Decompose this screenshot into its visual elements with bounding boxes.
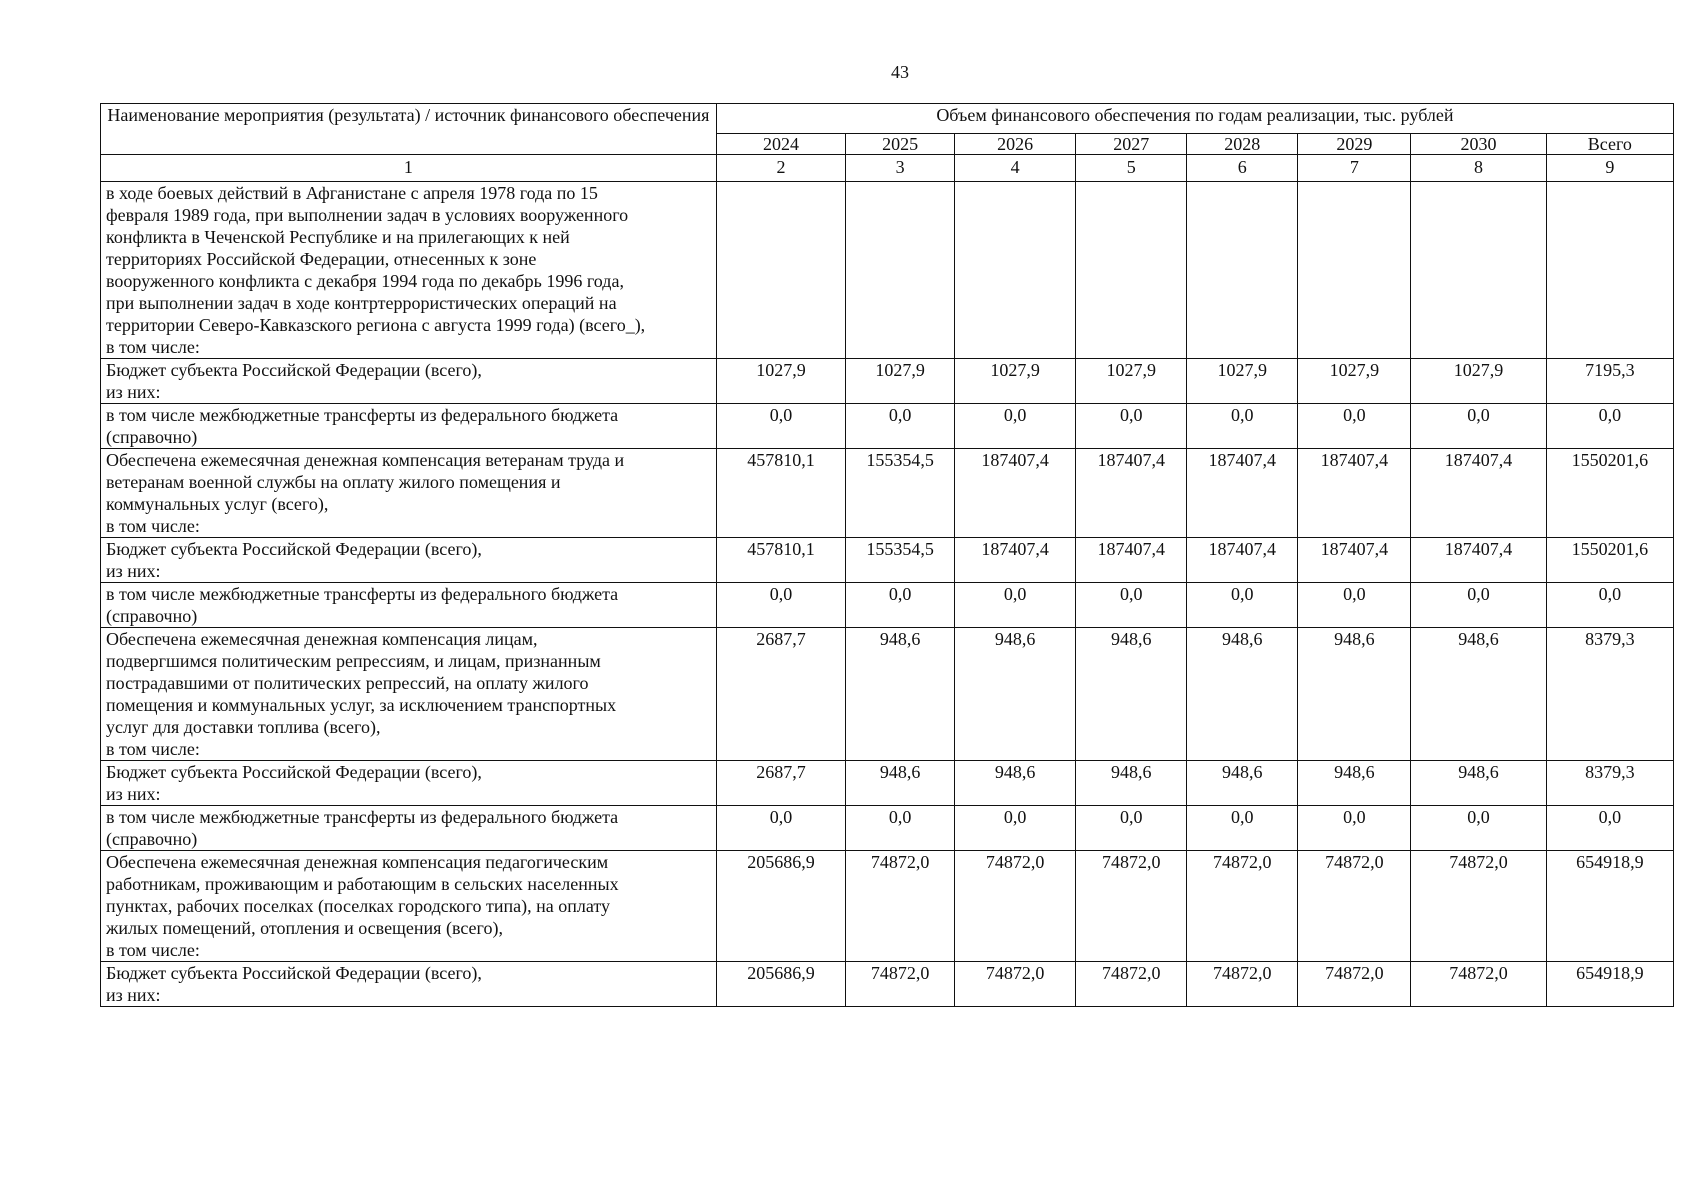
row-name-line: Бюджет субъекта Российской Федерации (всего), <box>106 539 482 559</box>
row-name-line: (справочно) <box>106 427 198 447</box>
column-number: 3 <box>846 155 955 182</box>
table-row <box>101 182 1674 359</box>
row-name-line: пунктах, рабочих поселках (поселках городского типа), на оплату <box>106 896 610 916</box>
row-value-cell: 74872,0 <box>1411 851 1546 962</box>
row-name-line: подвергшимся политическим репрессиям, и лицам, признанным <box>106 651 601 671</box>
row-name-line: коммунальных услуг (всего), <box>106 494 329 514</box>
row-name-cell <box>101 962 717 1007</box>
row-value-cell: 187407,4 <box>1298 538 1411 583</box>
column-numbers-row <box>101 155 1674 182</box>
table-row <box>101 404 1674 449</box>
row-name-cell <box>101 761 717 806</box>
row-name-line: Бюджет субъекта Российской Федерации (всего), <box>106 963 482 983</box>
header-total: Всего <box>1546 134 1673 155</box>
table-row <box>101 538 1674 583</box>
column-number: 9 <box>1546 155 1673 182</box>
row-value-cell: 0,0 <box>1187 806 1298 851</box>
row-total-cell: 8379,3 <box>1546 628 1673 761</box>
row-value-cell: 74872,0 <box>1076 851 1187 962</box>
row-value-cell: 0,0 <box>1411 583 1546 628</box>
row-name-line: территориях Российской Федерации, отнесенных к зоне <box>106 249 537 269</box>
row-name-line: Обеспечена ежемесячная денежная компенсация педагогическим <box>106 852 609 872</box>
row-name-line: в том числе: <box>106 337 200 357</box>
row-name-line: помещения и коммунальных услуг, за исключением транспортных <box>106 695 617 715</box>
row-name-line: (справочно) <box>106 606 198 626</box>
row-total-cell: 1550201,6 <box>1546 449 1673 538</box>
table-body <box>101 182 1674 1007</box>
table-row <box>101 449 1674 538</box>
row-value-cell: 948,6 <box>1076 628 1187 761</box>
header-year: 2024 <box>716 134 845 155</box>
row-value-cell: 948,6 <box>1298 628 1411 761</box>
row-value-cell: 1027,9 <box>1411 359 1546 404</box>
header-volume-column: Объем финансового обеспечения по годам реализации, тыс. рублей <box>716 104 1673 134</box>
row-name-cell <box>101 583 717 628</box>
row-name-cell <box>101 182 717 359</box>
row-name-line: жилых помещений, отопления и освещения (всего), <box>106 918 503 938</box>
row-value-cell: 187407,4 <box>955 449 1076 538</box>
header-year: 2029 <box>1298 134 1411 155</box>
row-value-cell: 948,6 <box>1187 761 1298 806</box>
row-value-cell: 1027,9 <box>1076 359 1187 404</box>
row-total-cell: 654918,9 <box>1546 962 1673 1007</box>
row-value-cell: 0,0 <box>716 404 845 449</box>
row-value-cell: 0,0 <box>1076 806 1187 851</box>
row-value-cell: 0,0 <box>1187 583 1298 628</box>
row-value-cell: 155354,5 <box>846 538 955 583</box>
row-name-line: из них: <box>106 382 161 402</box>
row-value-cell: 0,0 <box>955 404 1076 449</box>
row-name-line: при выполнении задач в ходе контртеррористических операций на <box>106 293 617 313</box>
row-total-cell: 8379,3 <box>1546 761 1673 806</box>
row-value-cell: 74872,0 <box>846 851 955 962</box>
row-value-cell <box>1076 182 1187 359</box>
row-name-line: пострадавшими от политических репрессий, на оплату жилого <box>106 673 589 693</box>
row-name-line: ветеранам военной службы на оплату жилого помещения и <box>106 472 561 492</box>
row-value-cell: 74872,0 <box>1298 851 1411 962</box>
row-name-cell <box>101 404 717 449</box>
row-name-cell <box>101 851 717 962</box>
row-value-cell: 0,0 <box>846 806 955 851</box>
row-name-cell <box>101 806 717 851</box>
row-total-cell: 0,0 <box>1546 404 1673 449</box>
table-row <box>101 761 1674 806</box>
row-value-cell: 948,6 <box>955 761 1076 806</box>
row-value-cell: 74872,0 <box>955 851 1076 962</box>
row-value-cell: 0,0 <box>1298 583 1411 628</box>
row-name-cell <box>101 538 717 583</box>
row-value-cell: 74872,0 <box>1187 851 1298 962</box>
row-name-line: (справочно) <box>106 829 198 849</box>
row-value-cell: 0,0 <box>1411 806 1546 851</box>
table-row <box>101 962 1674 1007</box>
row-value-cell: 0,0 <box>1298 404 1411 449</box>
row-value-cell: 948,6 <box>1076 761 1187 806</box>
row-name-line: Обеспечена ежемесячная денежная компенсация ветеранам труда и <box>106 450 625 470</box>
row-name-line: февраля 1989 года, при выполнении задач в условиях вооруженного <box>106 205 629 225</box>
row-name-line: в том числе: <box>106 739 200 759</box>
row-value-cell <box>955 182 1076 359</box>
table-row <box>101 806 1674 851</box>
row-value-cell <box>716 182 845 359</box>
row-total-cell: 1550201,6 <box>1546 538 1673 583</box>
row-name-line: в том числе: <box>106 940 200 960</box>
row-name-line: вооруженного конфликта с декабря 1994 года по декабрь 1996 года, <box>106 271 624 291</box>
row-value-cell: 74872,0 <box>1076 962 1187 1007</box>
row-name-line: из них: <box>106 985 161 1005</box>
row-value-cell: 187407,4 <box>1187 538 1298 583</box>
row-value-cell: 948,6 <box>846 628 955 761</box>
column-number: 2 <box>716 155 845 182</box>
row-name-line: работникам, проживающим и работающим в сельских населенных <box>106 874 619 894</box>
row-value-cell <box>846 182 955 359</box>
row-value-cell: 187407,4 <box>1076 538 1187 583</box>
row-value-cell: 0,0 <box>846 583 955 628</box>
row-total-cell: 0,0 <box>1546 806 1673 851</box>
row-name-line: в том числе межбюджетные трансферты из федерального бюджета <box>106 405 619 425</box>
row-name-line: в том числе межбюджетные трансферты из федерального бюджета <box>106 584 619 604</box>
row-value-cell: 187407,4 <box>1076 449 1187 538</box>
row-value-cell: 0,0 <box>1187 404 1298 449</box>
row-value-cell: 1027,9 <box>955 359 1076 404</box>
row-value-cell: 187407,4 <box>1298 449 1411 538</box>
row-value-cell: 0,0 <box>716 583 845 628</box>
table-row <box>101 359 1674 404</box>
header-year: 2027 <box>1076 134 1187 155</box>
row-name-cell <box>101 628 717 761</box>
row-value-cell: 187407,4 <box>955 538 1076 583</box>
header-year: 2025 <box>846 134 955 155</box>
row-value-cell: 457810,1 <box>716 449 845 538</box>
row-value-cell: 74872,0 <box>955 962 1076 1007</box>
column-number: 7 <box>1298 155 1411 182</box>
row-value-cell: 948,6 <box>1187 628 1298 761</box>
row-name-line: конфликта в Чеченской Республике и на прилегающих к ней <box>106 227 570 247</box>
row-value-cell: 1027,9 <box>716 359 845 404</box>
header-year: 2030 <box>1411 134 1546 155</box>
row-value-cell <box>1298 182 1411 359</box>
row-value-cell: 2687,7 <box>716 628 845 761</box>
column-number: 8 <box>1411 155 1546 182</box>
row-value-cell: 1027,9 <box>846 359 955 404</box>
table-row <box>101 851 1674 962</box>
column-number: 6 <box>1187 155 1298 182</box>
row-value-cell <box>1411 182 1546 359</box>
row-name-line: в том числе: <box>106 516 200 536</box>
column-number: 1 <box>101 155 717 182</box>
row-value-cell: 948,6 <box>1298 761 1411 806</box>
row-name-line: в ходе боевых действий в Афганистане с апреля 1978 года по 15 <box>106 183 598 203</box>
row-name-cell <box>101 449 717 538</box>
row-value-cell: 0,0 <box>955 583 1076 628</box>
row-value-cell: 0,0 <box>1076 583 1187 628</box>
row-name-line: Бюджет субъекта Российской Федерации (всего), <box>106 762 482 782</box>
row-name-line: Обеспечена ежемесячная денежная компенсация лицам, <box>106 629 538 649</box>
column-number: 4 <box>955 155 1076 182</box>
row-value-cell: 948,6 <box>846 761 955 806</box>
row-name-line: Бюджет субъекта Российской Федерации (всего), <box>106 360 482 380</box>
row-name-cell <box>101 359 717 404</box>
row-value-cell: 948,6 <box>1411 628 1546 761</box>
row-value-cell: 457810,1 <box>716 538 845 583</box>
table-row <box>101 628 1674 761</box>
row-value-cell: 74872,0 <box>1411 962 1546 1007</box>
row-value-cell: 2687,7 <box>716 761 845 806</box>
financing-table <box>100 103 1674 1007</box>
row-value-cell: 1027,9 <box>1298 359 1411 404</box>
row-total-cell <box>1546 182 1673 359</box>
row-value-cell: 1027,9 <box>1187 359 1298 404</box>
row-name-line: из них: <box>106 561 161 581</box>
row-value-cell: 74872,0 <box>1298 962 1411 1007</box>
row-value-cell: 948,6 <box>955 628 1076 761</box>
row-value-cell: 948,6 <box>1411 761 1546 806</box>
row-value-cell: 74872,0 <box>846 962 955 1007</box>
row-value-cell: 205686,9 <box>716 962 845 1007</box>
table-row <box>101 583 1674 628</box>
row-total-cell: 7195,3 <box>1546 359 1673 404</box>
row-value-cell: 0,0 <box>1076 404 1187 449</box>
row-value-cell <box>1187 182 1298 359</box>
row-value-cell: 187407,4 <box>1411 538 1546 583</box>
row-value-cell: 205686,9 <box>716 851 845 962</box>
row-total-cell: 654918,9 <box>1546 851 1673 962</box>
row-value-cell: 155354,5 <box>846 449 955 538</box>
row-value-cell: 0,0 <box>955 806 1076 851</box>
row-name-line: в том числе межбюджетные трансферты из федерального бюджета <box>106 807 619 827</box>
row-value-cell: 187407,4 <box>1187 449 1298 538</box>
header-year: 2028 <box>1187 134 1298 155</box>
header-year: 2026 <box>955 134 1076 155</box>
header-name-column: Наименование мероприятия (результата) / источник финансового обеспечения <box>101 104 717 155</box>
row-total-cell: 0,0 <box>1546 583 1673 628</box>
row-value-cell: 0,0 <box>1411 404 1546 449</box>
row-value-cell: 0,0 <box>1298 806 1411 851</box>
row-value-cell: 0,0 <box>716 806 845 851</box>
column-number: 5 <box>1076 155 1187 182</box>
row-name-line: из них: <box>106 784 161 804</box>
page-number: 43 <box>891 62 909 82</box>
row-name-line: территории Северо-Кавказского региона с августа 1999 года) (всего_), <box>106 315 646 335</box>
row-value-cell: 74872,0 <box>1187 962 1298 1007</box>
row-value-cell: 0,0 <box>846 404 955 449</box>
row-value-cell: 187407,4 <box>1411 449 1546 538</box>
row-name-line: услуг для доставки топлива (всего), <box>106 717 381 737</box>
